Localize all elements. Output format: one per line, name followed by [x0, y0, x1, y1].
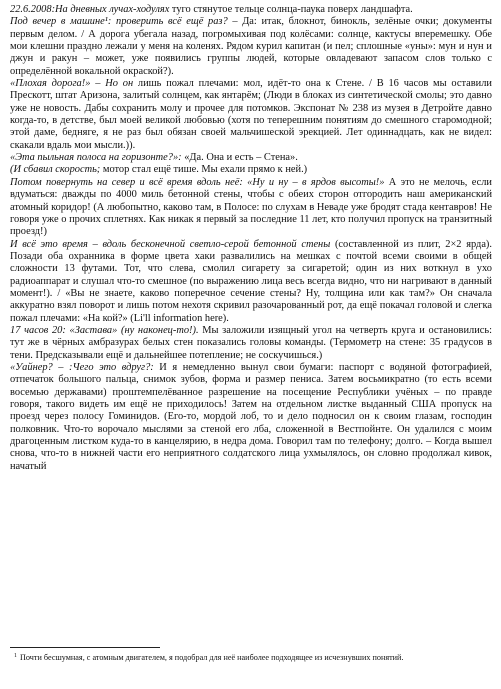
paragraph-text: лишь пожал плечами: мол, идёт-то она к Стене. / В 16 часов мы оставили Прескотт, штат Аризона, залитый солнцем, как янтарём; (Люди в блоках из синтетической смолы; это давно уже не новость. Дабы сохранить молу и прочее для потомков. Экспонат № 238 из музея в Детройте давно когда-то, в детстве, был моей великой любовью (хотя по теперешним понятиям до смешного старомодной; этой даме, бедняге, я не раз был обязан своей мальчишеской эрекцией. Лет одиннадцать, как не видел: скакали вдаль мои мысли.)). — [10, 78, 492, 151]
paragraph-text: туго стянутое тельце солнца-паука поверх ландшафта. — [169, 4, 413, 15]
main-text — [10, 4, 492, 473]
paragraph — [10, 4, 492, 16]
paragraph-text: «Да. Она и есть – Стена». — [181, 152, 298, 164]
footnote-marker: 1 — [14, 653, 17, 659]
paragraph — [10, 239, 492, 325]
paragraph — [10, 152, 492, 164]
paragraph-text: И я немедленно вынул свои бумаги: паспорт с водяной фотографией, отпечаток большого пальца, снимок зубов, форма и размер пениса. Затем восьмикратно (то есть всеми восемью державами) проштемпелёванное разрешение на посещение Республики учёных – по правде говоря, такого видеть им ещё не приходилось! Затем на отдельном листке выданный США пропуск на проезд через полосу Гоминидов. (Его-то, мордой лоб, то и дело подносил он к своим глазам, господин полковник. Что-то ворочало мыслями за стеной его лба, сложенной в Вестпойнте. Он удалился с моим драгоценным листком куда-то в канцелярию, в недра дома. Говорил там по телефону; долго. – Когда вышел снова, что-то в нижней части его неприятного солдатского лица ухмылялось, он словно продолжал кивок, начатый — [10, 361, 492, 472]
paragraph-lead-italic: Под вечер в машине¹: проверить всё ещё раз? — [10, 16, 228, 28]
paragraph-lead-italic: (И сбавил скорость; — [10, 164, 101, 176]
paragraph-lead-italic: 17 часов 20: «Застава» (ну наконец-то!). — [10, 324, 199, 336]
paragraph-lead-italic: «Эта пыльная полоса на горизонте?»: — [10, 152, 182, 164]
paragraph-lead-italic: Потом повернуть на север и всё время вдоль неё: «Ну и ну – в ярдов высоты!» — [10, 176, 385, 188]
paragraph-text: А это не мелочь, если вдуматься: дважды по 4000 миль бетонной стены, чтобы с обеих сторон отгородить наш американский атомный коридор! (А любопытно, каково там, в Полосе: по слухам в Неваде уже бродят стада кентавров! Не говоря уже о прочих сплетнях. Как никак я первый за последние 11 лет, кто получил пропуск на транзитный проезд!) — [10, 176, 492, 238]
footnote-text: Почти бесшумная, с атомным двигателем, я подобрал для неё наиболее подходящее из исчезнувших понятий. — [20, 653, 404, 662]
paragraph-text: (составленной из плит, 2×2 ярда). Позади оба охранника в форме цвета хаки развалились на мешках с почтой всеми своими в общей сложности 13 футами. Тот, что слева, смолил сигарету за сигаретой; один из них воткнул в ухо радиоаппарат и слушал что-то смешное (по выражению лица весь всегда видно, что ни нагривают в данный момент!). / «Вы не знаете, каково поперечное сечение стены? Ну, толщина или как там?» Он сначала аккуратно взял поворот и лишь потом нехотя скривил разочарованный рот, да ещё покачал головой и слегка пожал плечами: «На кой?» (Li'll information here). — [10, 238, 492, 324]
paragraph-lead-italic: «Плохая дорога!» – Но он — [10, 78, 134, 90]
paragraph — [10, 78, 492, 152]
paragraph-text: мотор стал ещё тише. Мы ехали прямо к ней.) — [100, 164, 308, 176]
paragraph — [10, 177, 492, 239]
paragraph-lead-italic: «Уайнер? – :Чего это вдруг?: — [10, 361, 154, 373]
paragraph — [10, 325, 492, 362]
footnote-separator — [10, 647, 160, 648]
paragraph-text: Мы заложили изящный угол на четверть круга и остановились: тут же в чёрных амбразурах белых стен показались головы команды. (Термометр на стене: 35 градусов в тени. Предсказывали ещё и дальнейшее потепление; не соскучишься.) — [10, 324, 492, 361]
paragraph — [10, 16, 492, 78]
paragraph-lead-italic: 22.6.2008:На дневных лучах-ходулях — [10, 4, 170, 15]
paragraph-lead-italic: И всё это время – вдоль бесконечной светло-серой бетонной стены — [10, 238, 331, 250]
paragraph — [10, 164, 492, 176]
paragraph-text: – Да: итак, блокнот, бинокль, зелёные очки; документы первым делом. / А дорога убегала назад, погромыхивая под колёсами: солнце, кактусы вперемешку. Обе мои клешни праздно лежали у меня на коленях. Рядом курил капитан (и пел; сплошные «уны»: мун и нун и джун и ракун – может, уже появились группы людей, которые овладевают запасом слов только с определённой вокальной окраской?). — [10, 16, 492, 77]
paragraph — [10, 362, 492, 473]
footnote — [14, 651, 491, 663]
